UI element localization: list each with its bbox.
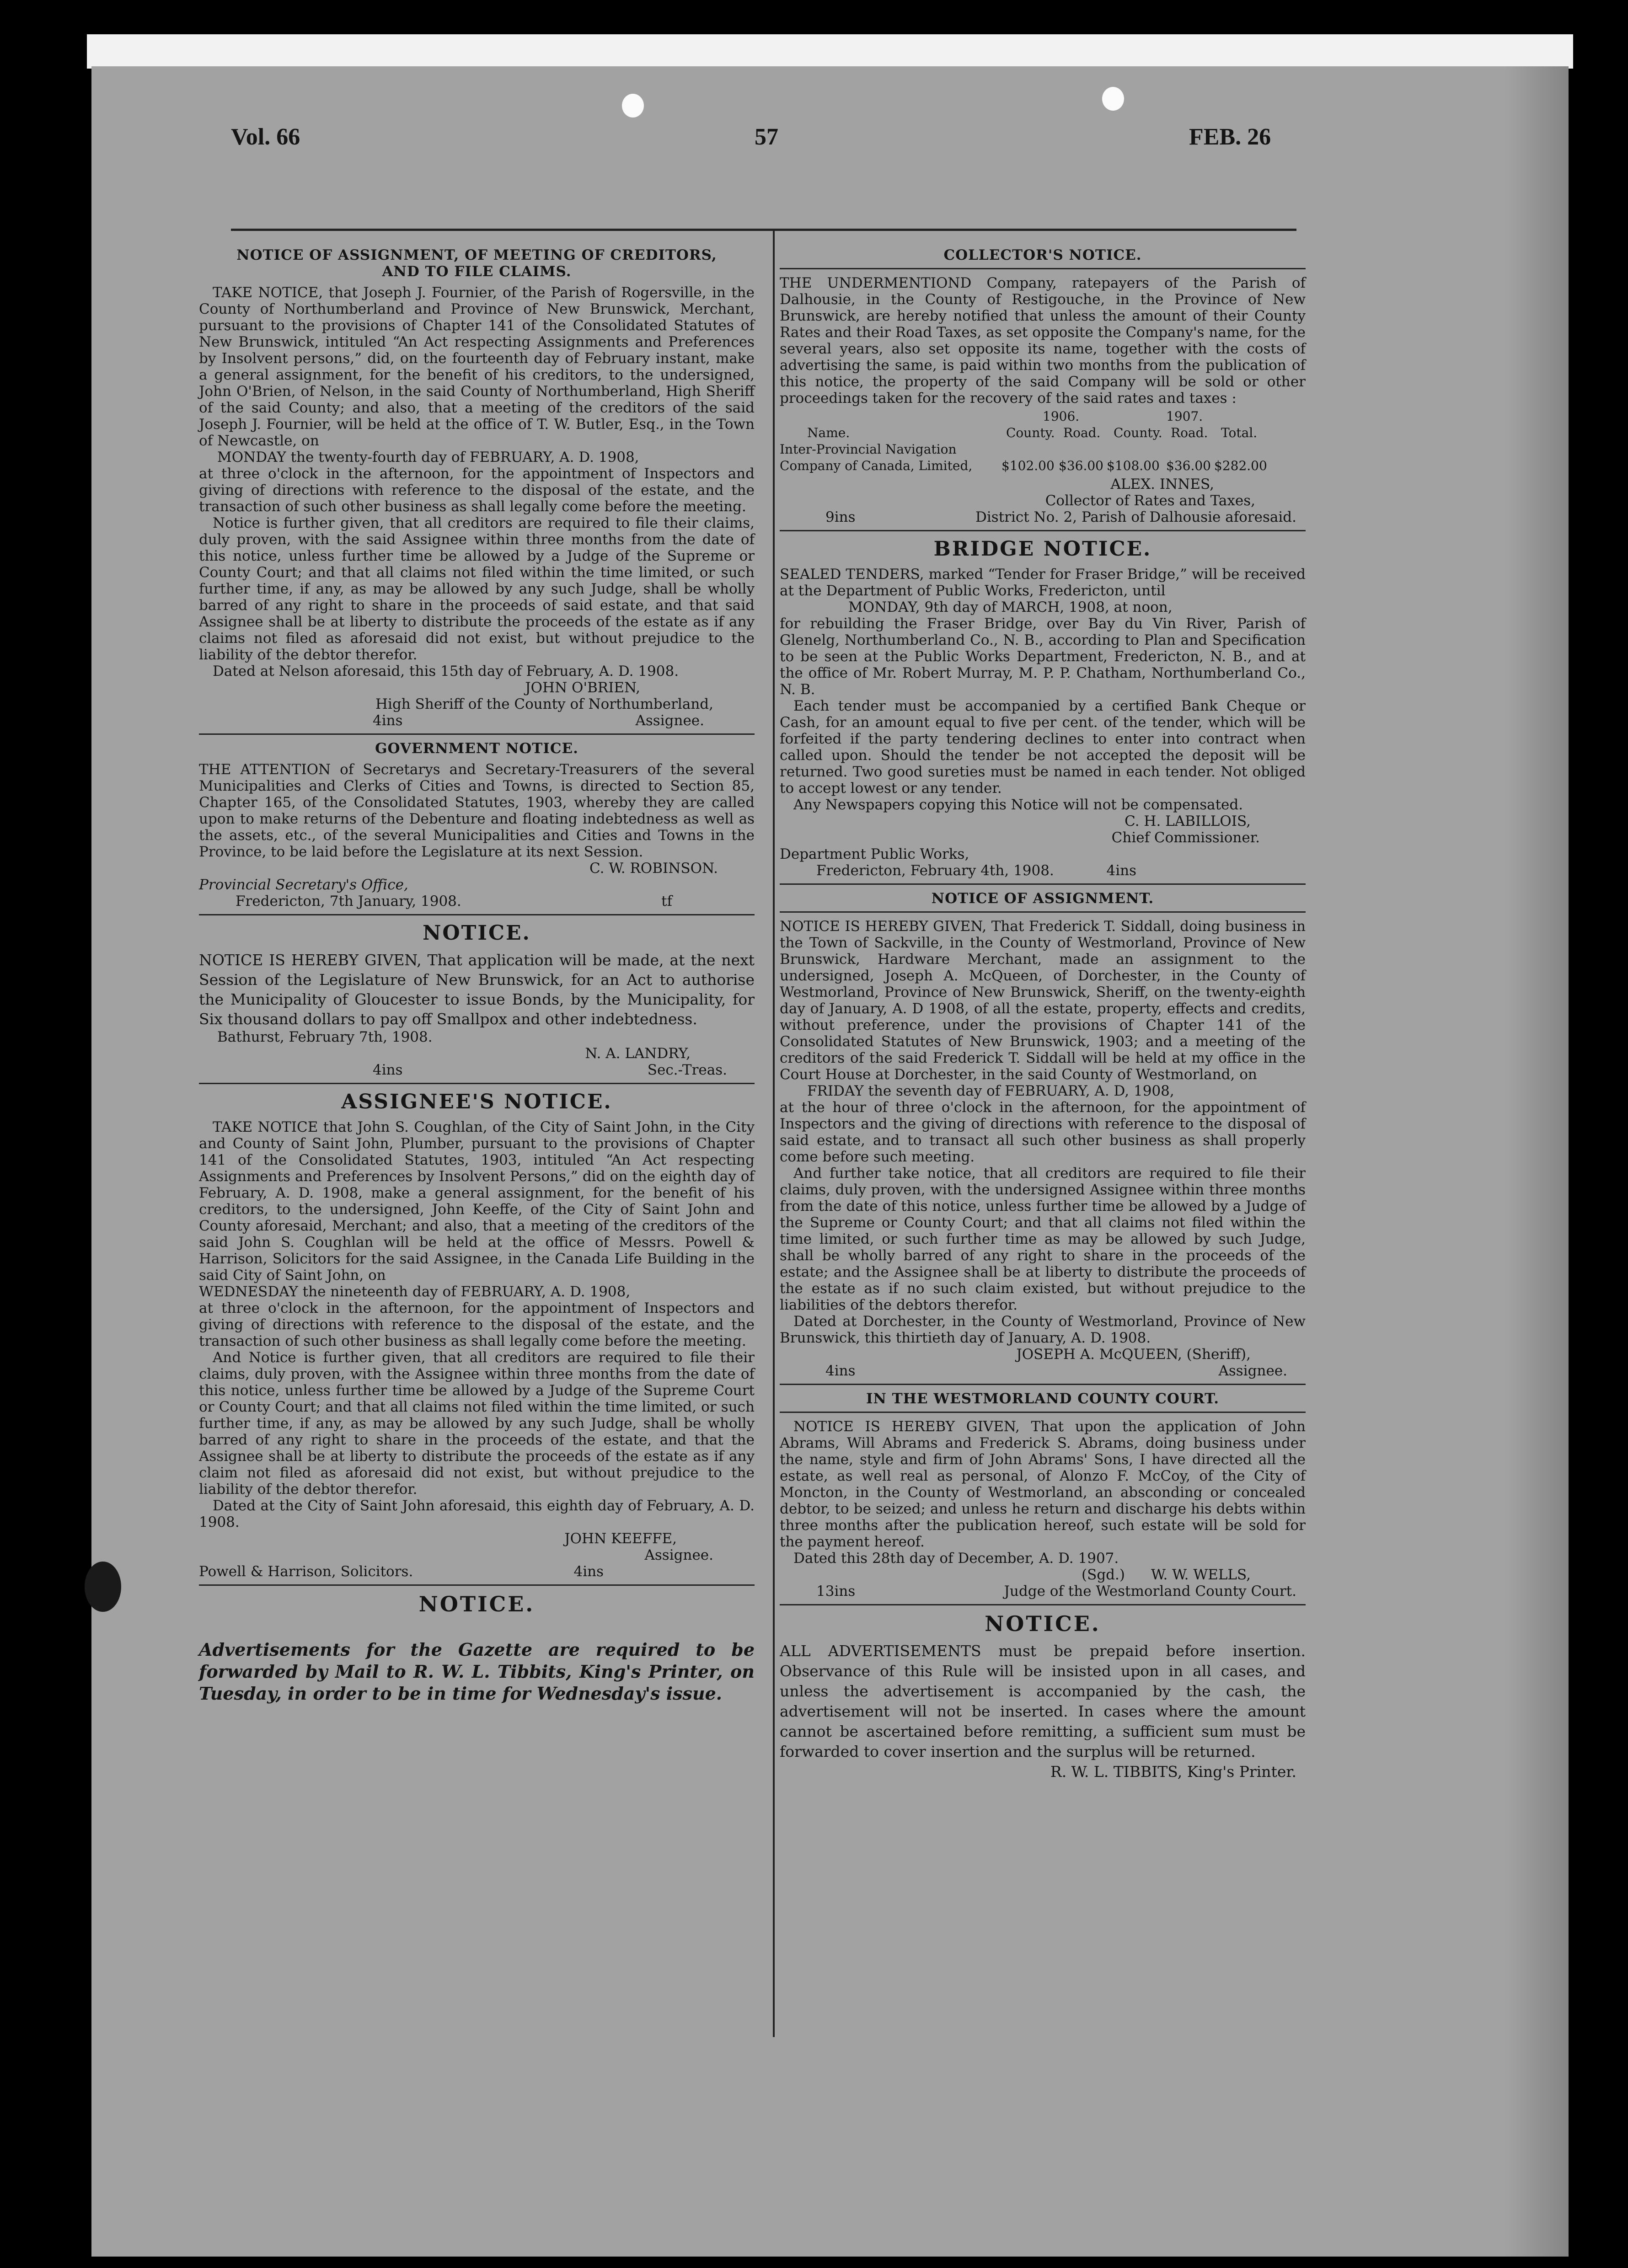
row-name-2: Company of Canada, Limited, bbox=[780, 458, 973, 473]
bridge-dept: Department Public Works, bbox=[780, 846, 969, 862]
court-body: NOTICE IS HEREBY GIVEN, That upon the application of John Abrams, Will Abrams and Frederick S. Abrams, doing business under the name, style and firm of John Abrams' Sons, I have directed all the estate, as well real as personal, of Alonzo F. McCoy, of the City of Moncton, in the County of Westmorland, an absconding or concealed debtor, to be seized; and unless he return and discharge his debts within three months after the publication hereof, such estate will be sold for the payment hereof. bbox=[780, 1418, 1306, 1550]
prepaid-title: NOTICE. bbox=[985, 1611, 1101, 1636]
legislature-notice bbox=[199, 921, 755, 1078]
court-notice bbox=[780, 1391, 1306, 1599]
assignment-body-3: Notice is further given, that all creditors are required to file their claims, duly proven, with the said Assignee within three months from the date of this notice, unless further time be allowed by a Judge of the Supreme or County Court; and that all claims not filed within the time limited, or such further time, if any, as may be allowed by any such Judge, shall be wholly barred of any right to share in the proceeds of said estate, and that said Assignee shall be at liberty to distribute the proceeds of the estate as if any claims not filed as aforesaid did not exist, but without prejudice to the liability of the debtor therefor. bbox=[199, 515, 755, 663]
punch-hole bbox=[1102, 87, 1124, 111]
assignment-ins: 4ins bbox=[373, 712, 403, 729]
header-rule bbox=[231, 229, 1296, 231]
government-signature: C. W. ROBINSON. bbox=[589, 860, 718, 877]
section-divider bbox=[199, 733, 755, 735]
collector-table bbox=[780, 408, 1306, 474]
gazette-notice bbox=[199, 1591, 755, 1705]
court-dated: Dated this 28th day of December, A. D. 1907. bbox=[793, 1550, 1119, 1567]
assignment-body-1: TAKE NOTICE, that Joseph J. Fournier, of the Parish of Rogersville, in the County of Northumberland and Province of New Brunswick, Merchant, pursuant to the provisions of Chapter 141 of the Consolidated Statutes of New Brunswick, intituled “An Act respecting Assignments and Preferences by Insolvent persons,” did, on the fourteenth day of February instant, make a general assignment, for the benefit of his creditors, to the undersigned, John O'Brien, of Nelson, in the said County of Northumberland, High Sheriff of the said County; and also, that a meeting of the creditors of the said Joseph J. Fournier, will be held at the office of T. W. Butler, Esq., in the Town of Newcastle, on bbox=[199, 284, 755, 449]
assignee-notice bbox=[199, 1090, 755, 1580]
col-county-1907: County. bbox=[1114, 425, 1162, 440]
col-county-1906: County. bbox=[1006, 425, 1055, 440]
government-code: tf bbox=[661, 893, 672, 909]
assignment-body-2: at three o'clock in the afternoon, for the appointment of Inspectors and giving of directions with reference to the disposal of the estate, and the transaction of such other business as shall legally come before the meeting. bbox=[199, 465, 755, 515]
assignment-meeting-date: MONDAY the twenty-fourth day of FEBRUARY, A. D. 1908, bbox=[217, 449, 639, 465]
government-place: Fredericton, 7th January, 1908. bbox=[236, 893, 461, 909]
assignee-body-3: And Notice is further given, that all creditors are required to file their claims, duly proven, with the Assignee within three months from the date of this notice, unless further time be allowed by a Judge of the Supreme Court or County Court; and that all claims not filed within the time limited, or such further time, if any, as may be allowed by any such Judge, shall be wholly barred of any right to share in the proceeds of the estate, and that the Assignee shall be at liberty to distribute the proceeds of the estate as if any claim not filed as aforesaid did not exist, but without prejudice to the liability of the debtor therefor. bbox=[199, 1349, 755, 1498]
assignment-signature: JOHN O'BRIEN, bbox=[525, 679, 640, 696]
value-total: $282.00 bbox=[1214, 458, 1267, 473]
siddall-signature: JOSEPH A. McQUEEN, (Sheriff), bbox=[1016, 1346, 1251, 1363]
col-road-1906: Road. bbox=[1063, 425, 1101, 440]
assignee-meeting-date: WEDNESDAY the nineteenth day of FEBRUARY, A. D. 1908, bbox=[199, 1284, 631, 1300]
bridge-body-3: Each tender must be accompanied by a certified Bank Cheque or Cash, for an amount equal to five per cent. of the tender, which will be forfeited if the party tendering declines to enter into contract when called upon. Should the tender be not accepted the deposit will be returned. Two good sureties must be named in each tender. Not obliged to accept lowest or any tender. bbox=[780, 698, 1306, 797]
gazette-notice-title: NOTICE. bbox=[418, 1592, 535, 1616]
assignee-title: ASSIGNEE'S NOTICE. bbox=[341, 1090, 612, 1113]
assignee-ins: 4ins bbox=[573, 1563, 604, 1580]
court-ins: 13ins bbox=[816, 1583, 856, 1599]
bridge-body-1: SEALED TENDERS, marked “Tender for Fraser Bridge,” will be received at the Department of Public Works, Fredericton, until bbox=[780, 566, 1306, 599]
assignment-dated: Dated at Nelson aforesaid, this 15th day of February, A. D. 1908. bbox=[213, 663, 679, 679]
collector-body: THE UNDERMENTIOND Company, ratepayers of the Parish of Dalhousie, in the County of Restigouche, in the Province of New Brunswick, are hereby notified that unless the amount of their County Rates and their Road Taxes, as set opposite the Company's name, for the several years, also set opposite its name, together with the costs of advertising the same, is paid within two months from the publication of this notice, the property of the said Company will be sold or other proceedings taken for the recovery of the said rates and taxes : bbox=[780, 275, 1306, 407]
prepaid-notice bbox=[780, 1611, 1306, 1782]
assignee-dated: Dated at the City of Saint John aforesaid, this eighth day of February, A. D. 1908. bbox=[199, 1498, 755, 1530]
punch-hole bbox=[622, 94, 644, 118]
legislature-role: Sec.-Treas. bbox=[647, 1062, 727, 1078]
legislature-body: NOTICE IS HEREBY GIVEN, That application will be made, at the next Session of the Legislature of New Brunswick, for an Act to authorise the Municipality of Gloucester to issue Bonds, by the Municipality, for Six thousand dollars to pay off Smallpox and other indebtedness. bbox=[199, 951, 755, 1028]
prepaid-signature: R. W. L. TIBBITS, King's Printer. bbox=[1050, 1763, 1296, 1781]
court-signature-title: Judge of the Westmorland County Court. bbox=[1004, 1583, 1296, 1599]
siddall-title: NOTICE OF ASSIGNMENT. bbox=[931, 890, 1154, 907]
collector-signature: ALEX. INNES, bbox=[1110, 476, 1214, 492]
bridge-signature-title: Chief Commissioner. bbox=[1111, 829, 1260, 846]
siddall-dated: Dated at Dorchester, in the County of Westmorland, Province of New Brunswick, this thirtieth day of January, A. D. 1908. bbox=[780, 1313, 1306, 1346]
value-county-1906: $102.00 bbox=[1001, 458, 1055, 473]
assignee-body-2: at three o'clock in the afternoon, for the appointment of Inspectors and giving of directions with reference to the disposal of the estate, and the transaction of such other business as shall legally come before the meeting. bbox=[199, 1300, 755, 1349]
court-signature: W. W. WELLS, bbox=[1151, 1567, 1251, 1583]
siddall-body-1: NOTICE IS HEREBY GIVEN, That Frederick T. Siddall, doing business in the Town of Sackville, in the County of Westmorland, Province of New Brunswick, Hardware Merchant, made an assignment to the undersigned, Joseph A. McQueen, of Dorchester, in the County of Westmorland, Province of New Brunswick, Sheriff, on the twenty-eighth day of January, A. D 1908, of all the estate, property, effects and credits, without preference, under the provisions of Chapter 141 of the Consolidated Statutes of New Brunswick, 1903; and a meeting of the creditors of the said Frederick T. Siddall will be held at my office in the Court House at Dorchester, in the said County of Westmorland, on bbox=[780, 918, 1306, 1083]
siddall-assignment-notice bbox=[780, 890, 1306, 1379]
section-divider bbox=[199, 914, 755, 915]
bridge-date: MONDAY, 9th day of MARCH, 1908, at noon, bbox=[848, 599, 1173, 615]
bridge-body-4: Any Newspapers copying this Notice will not be compensated. bbox=[793, 797, 1243, 813]
bridge-notice bbox=[780, 537, 1306, 879]
section-divider bbox=[780, 530, 1306, 531]
government-notice bbox=[199, 740, 755, 909]
assignment-signature-title: High Sheriff of the County of Northumberland, bbox=[375, 696, 713, 712]
section-divider bbox=[780, 1412, 1306, 1413]
year-1906: 1906. bbox=[1043, 409, 1080, 424]
collector-title: COLLECTOR'S NOTICE. bbox=[943, 247, 1142, 263]
value-county-1907: $108.00 bbox=[1107, 458, 1160, 473]
collector-signature-title: Collector of Rates and Taxes, bbox=[1045, 492, 1255, 509]
prepaid-body: ALL ADVERTISEMENTS must be prepaid before insertion. Observance of this Rule will be insisted upon in all cases, and unless the advertisement is accompanied by the cash, the advertisement will not be inserted. In cases where the amount cannot be ascertained before remitting, a sufficient sum must be forwarded to cover insertion and the surplus will be returned. bbox=[780, 1642, 1306, 1760]
bridge-body-2: for rebuilding the Fraser Bridge, over Bay du Vin River, Parish of Glenelg, Northumberland Co., N. B., according to Plan and Specification to be seen at the Public Works Department, Fredericton, N. B., and at the office of Mr. Robert Murray, M. P. P. Chatham, Northumberland Co., N. B. bbox=[780, 615, 1306, 698]
section-divider bbox=[780, 911, 1306, 913]
assignment-title-2: AND TO FILE CLAIMS. bbox=[382, 263, 572, 280]
assignee-solicitors: Powell & Harrison, Solicitors. bbox=[199, 1563, 413, 1580]
assignee-role: Assignee. bbox=[644, 1547, 713, 1563]
col-road-1907: Road. bbox=[1171, 425, 1208, 440]
siddall-date: FRIDAY the seventh day of FEBRUARY, A. D, 1908, bbox=[807, 1083, 1174, 1099]
siddall-body-3: And further take notice, that all creditors are required to file their claims, duly proven, with the undersigned Assignee within three months from the date of this notice, unless further time be allowed by a Judge of the Supreme or County Court; and that all claims not filed within the time limited, or such further time as may be allowed by such Judge, shall be wholly barred of any right to share in the proceeds of the estate; and the Assignee shall be at liberty to distribute the proceeds of the estate as if no such claim existed, but without prejudice to the liabilities of the debtors therefor. bbox=[780, 1165, 1306, 1313]
section-divider bbox=[199, 1083, 755, 1084]
collector-ins: 9ins bbox=[825, 509, 856, 525]
col-name-header: Name. bbox=[807, 425, 850, 440]
year-1907: 1907. bbox=[1166, 409, 1203, 424]
siddall-body-2: at the hour of three o'clock in the afternoon, for the appointment of Inspectors and the giving of directions with reference to the disposal of said estate, and to transact all such other business as shall properly come before such meeting. bbox=[780, 1099, 1306, 1165]
assignee-signature: JOHN KEEFFE, bbox=[564, 1530, 677, 1547]
scan-top-strip bbox=[87, 34, 1573, 69]
bridge-title: BRIDGE NOTICE. bbox=[933, 537, 1152, 561]
collector-district: District No. 2, Parish of Dalhousie aforesaid. bbox=[975, 509, 1296, 525]
assignment-title-1: NOTICE OF ASSIGNMENT, OF MEETING OF CREDITORS, bbox=[236, 247, 717, 263]
volume-label: Vol. 66 bbox=[231, 124, 300, 150]
left-column bbox=[199, 247, 755, 1722]
court-sgd: (Sgd.) bbox=[1082, 1567, 1125, 1583]
assignee-body-1: TAKE NOTICE that John S. Coughlan, of the City of Saint John, in the City and County of Saint John, Plumber, pursuant to the provisions of Chapter 141 of the Consolidated Statutes, 1903, intituled “An Act respecting Assignments and Preferences by Insolvent Persons,” did on the eighth day of February, A. D. 1908, make a general assignment, for the benefit of his creditors, to the undersigned, John Keeffe, of the City of Saint John and County aforesaid, Merchant; and also, that a meeting of the creditors of the said John S. Coughlan will be held at the office of Messrs. Powell & Harrison, Solicitors for the said Assignee, in the Canada Life Building in the said City of Saint John, on bbox=[199, 1119, 755, 1284]
bridge-place: Fredericton, February 4th, 1908. bbox=[816, 862, 1054, 879]
col-total: Total. bbox=[1221, 425, 1258, 440]
section-divider bbox=[199, 1584, 755, 1586]
value-road-1906: $36.00 bbox=[1059, 458, 1103, 473]
assignment-role: Assignee. bbox=[635, 712, 704, 729]
legislature-ins: 4ins bbox=[373, 1062, 403, 1078]
collector-notice bbox=[780, 247, 1306, 525]
bridge-signature: C. H. LABILLOIS, bbox=[1125, 813, 1251, 829]
government-title: GOVERNMENT NOTICE. bbox=[375, 740, 578, 757]
legislature-title: NOTICE. bbox=[423, 921, 531, 945]
section-divider bbox=[780, 1604, 1306, 1605]
bridge-ins: 4ins bbox=[1106, 862, 1136, 879]
right-column bbox=[780, 247, 1306, 1782]
gazette-notice-body: Advertisements for the Gazette are required to be forwarded by Mail to R. W. L. Tibbits, King's Printer, on Tuesday, in order to be in time for Wednesday's issue. bbox=[199, 1639, 755, 1704]
issue-date: FEB. 26 bbox=[1189, 124, 1271, 150]
section-divider bbox=[780, 883, 1306, 885]
page-edge-shadow bbox=[1505, 66, 1569, 2257]
row-name-1: Inter-Provincial Navigation bbox=[780, 442, 957, 457]
court-title: IN THE WESTMORLAND COUNTY COURT. bbox=[866, 1391, 1220, 1407]
siddall-ins: 4ins bbox=[825, 1363, 856, 1379]
government-office: Provincial Secretary's Office, bbox=[199, 877, 408, 893]
section-divider bbox=[780, 1384, 1306, 1385]
column-divider bbox=[773, 231, 775, 2037]
legislature-signature: N. A. LANDRY, bbox=[585, 1045, 691, 1062]
government-body: THE ATTENTION of Secretarys and Secretary-Treasurers of the several Municipalities and Clerks of Cities and Towns, is directed to Section 85, Chapter 165, of the Consolidated Statutes, 1903, whereby they are called upon to make returns of the Debenture and floating indebtedness as well as the assets, etc., of the several Municipalities and Cities and Towns in the Province, to be laid before the Legislature at its next Session. bbox=[199, 761, 755, 860]
legislature-dated: Bathurst, February 7th, 1908. bbox=[217, 1029, 433, 1045]
assignment-notice bbox=[199, 247, 755, 729]
value-road-1907: $36.00 bbox=[1166, 458, 1211, 473]
binder-hole bbox=[85, 1562, 121, 1612]
page-number: 57 bbox=[755, 124, 778, 150]
siddall-role: Assignee. bbox=[1218, 1363, 1287, 1379]
section-divider bbox=[780, 268, 1306, 269]
